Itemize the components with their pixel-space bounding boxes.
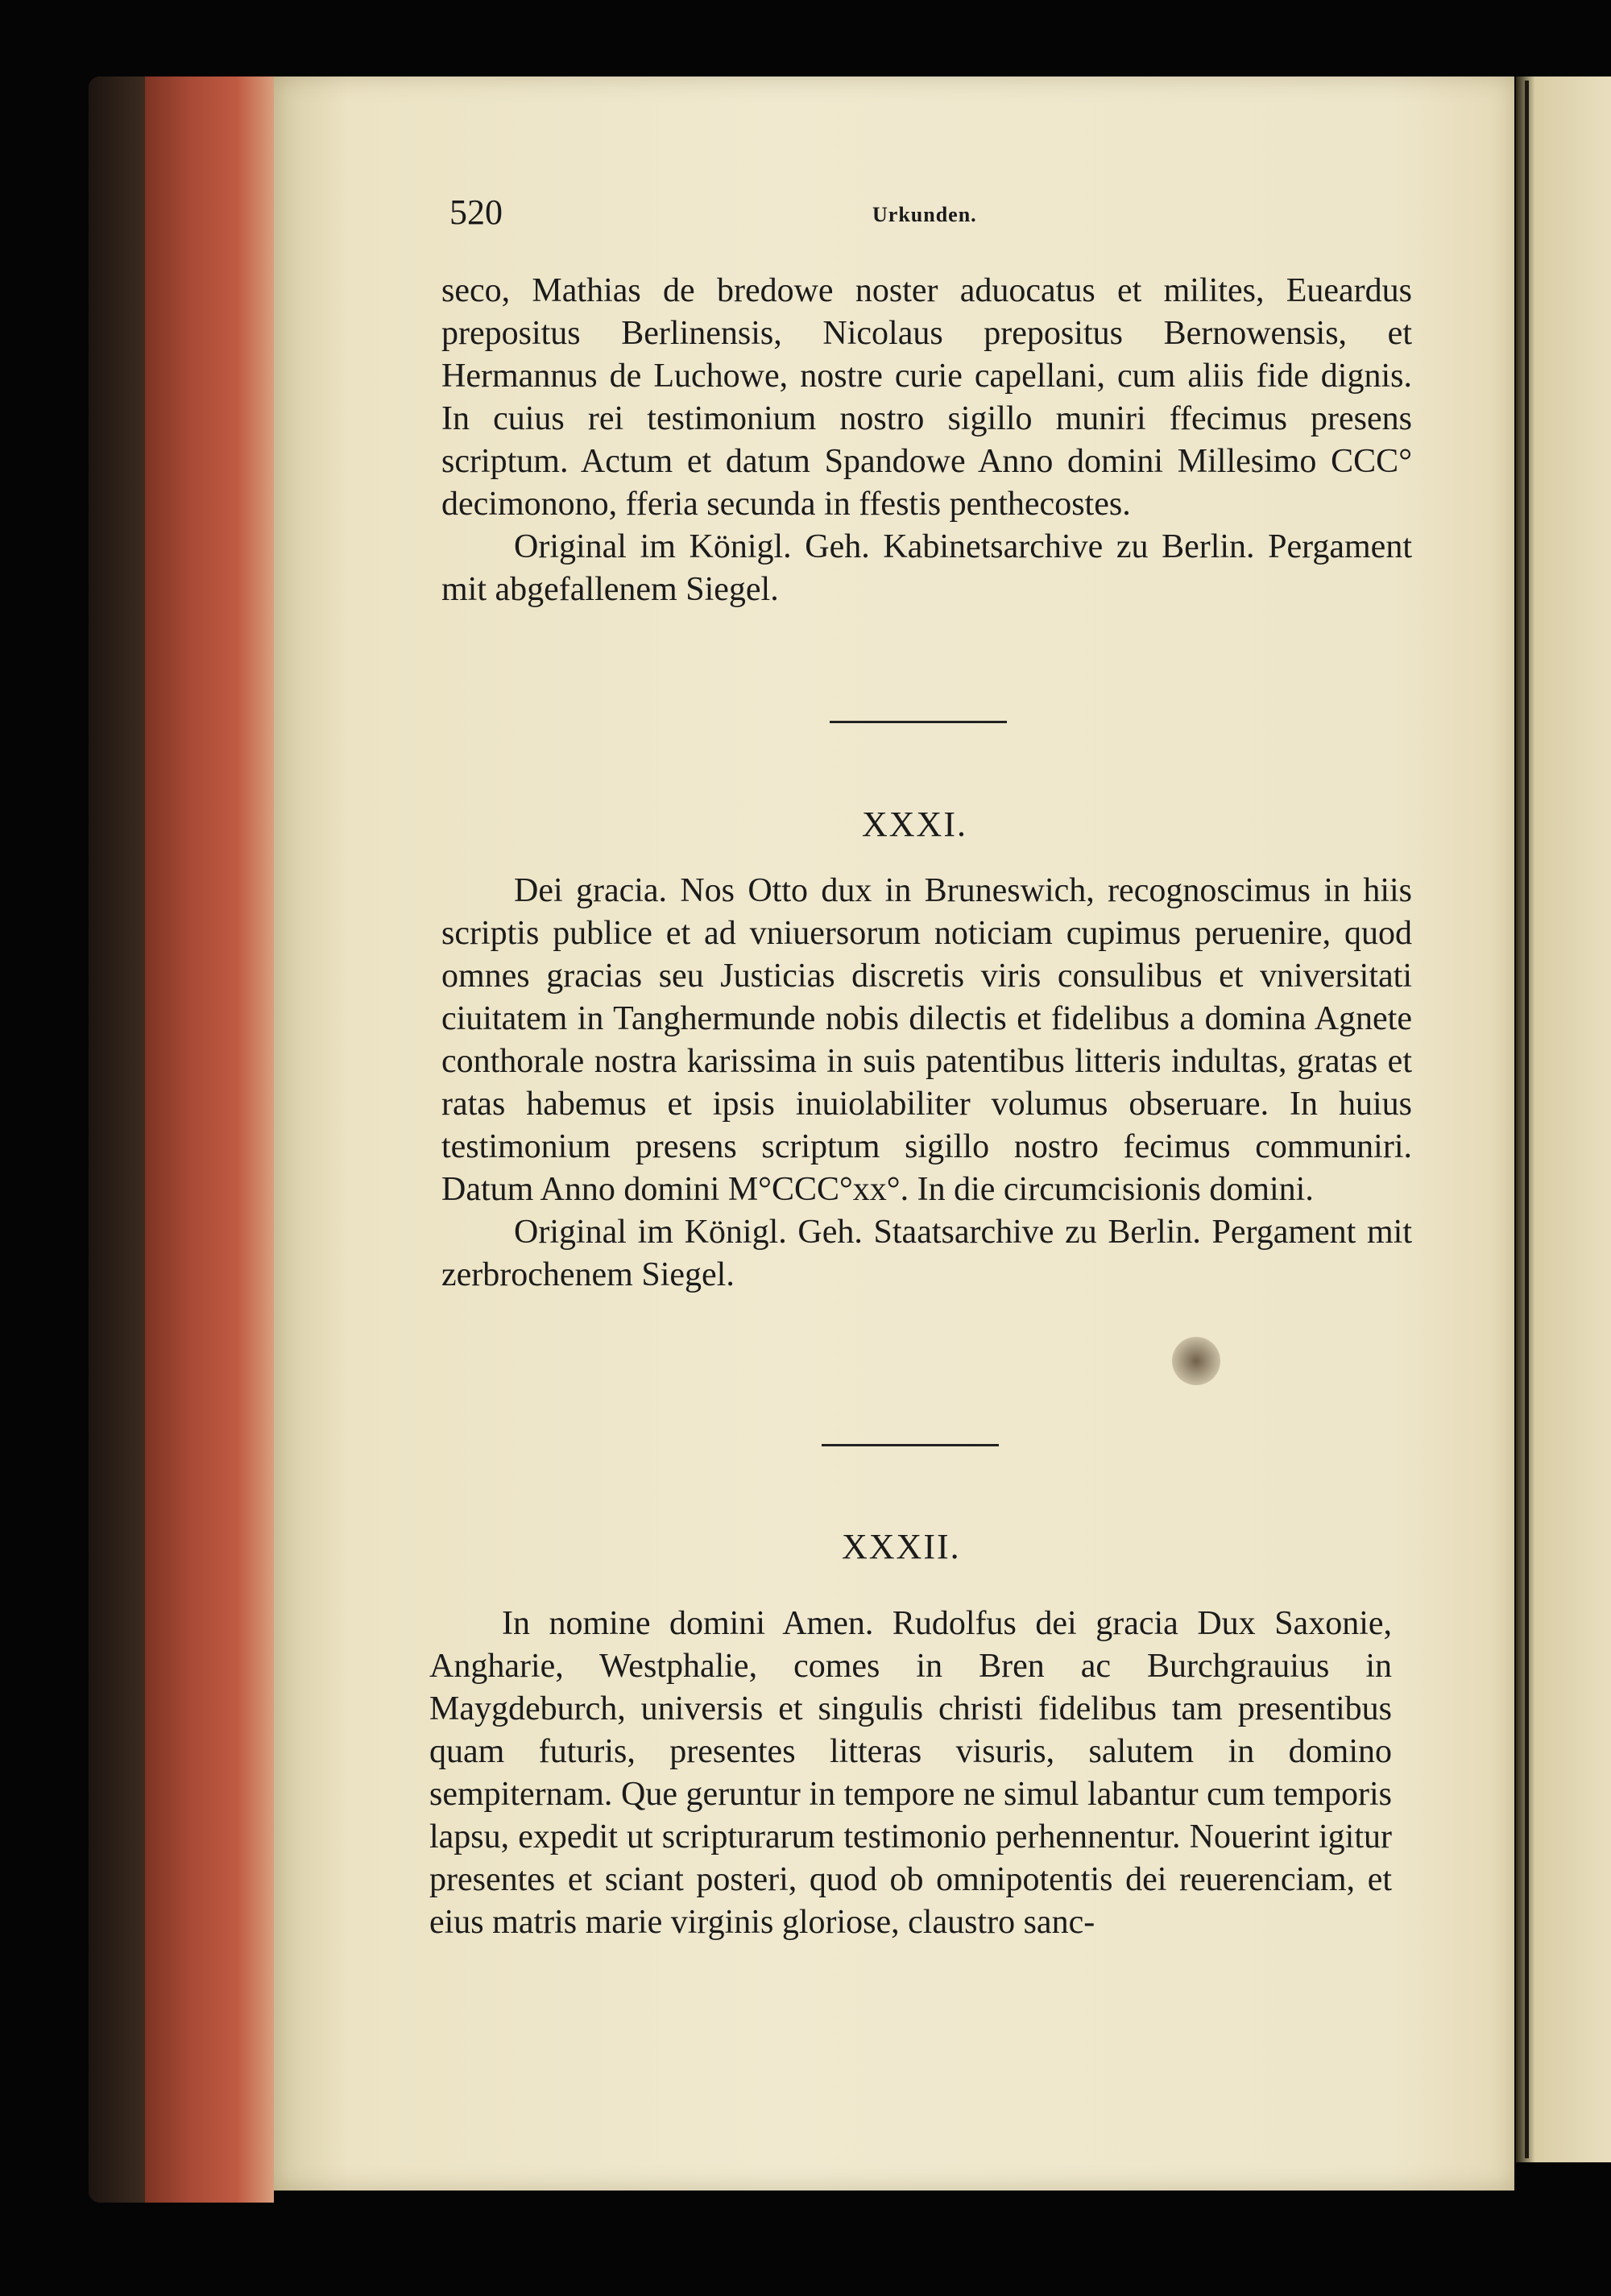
archive-note: Original im Königl. Geh. Kabinetsarchive zu Berlin. Pergament mit abgefallenem Siegel. <box>441 528 1412 608</box>
paragraph: seco, Mathias de bredowe noster aduocatus et milites, Eueardus prepositus Berlinensis, Nicolaus prepositus Bernowensis, et Hermannus de Luchowe, nostre curie capellani, cum aliis fide dignis. In cuius rei testimonium nostro sigillo muniri ffecimus presens scriptum. Actum et datum Spandowe Anno domini Millesimo CCC° decimonono, fferia secunda in ffestis penthecostes. <box>441 272 1412 523</box>
paragraph: Dei gracia. Nos Otto dux in Bruneswich, recognoscimus in hiis scriptis publice et ad vniuersorum noticiam cupimus peruenire, quod omnes gracias seu Justicias discretis viris consulibus et vniversitati ciuitatem in Tanghermunde nobis dilectis et fidelibus a domina Agnete conthorale nostra karissima in suis patentibus litteris indultas, gratas et ratas habemus et ipsis inuiolabiliter volumus obseruare. In huius testimonium presens scriptum sigillo nostro fecimus communiri. Datum Anno domini M°CCC°xx°. In die circumcisionis domini. <box>441 872 1412 1208</box>
section-1-text <box>441 270 1412 611</box>
page-gutter <box>1525 81 1529 2158</box>
running-title: Urkunden. <box>872 203 977 226</box>
facing-page-edge <box>1516 77 1611 2162</box>
section-3-text <box>429 1603 1392 1944</box>
section-heading-xxxi: XXXI. <box>862 805 967 844</box>
page-header <box>449 192 1408 240</box>
section-heading-xxxii: XXXII. <box>842 1527 961 1566</box>
section-2-text <box>441 870 1412 1297</box>
book-page-edges <box>89 77 274 2203</box>
section-divider <box>822 1444 999 1446</box>
page-number: 520 <box>449 192 503 232</box>
paragraph: In nomine domini Amen. Rudolfus dei gracia Dux Saxonie, Angharie, Westphalie, comes in Bren ac Burchgrauius in Maygdeburch, universis et singulis christi fidelibus tam presentibus quam futuris, presentes litteras visuris, salutem in domino sempiternam. Que geruntur in tempore ne simul labantur cum temporis lapsu, expedit ut scripturarum testimonio perhennentur. Nouerint igitur presentes et sciant posteri, quod ob omnipotentis dei reuerenciam, et eius matris marie virginis gloriose, claustro sanc- <box>429 1605 1392 1941</box>
section-divider <box>830 721 1007 723</box>
archive-note: Original im Königl. Geh. Staatsarchive zu Berlin. Pergament mit zerbrochenem Siegel. <box>441 1214 1412 1293</box>
ink-stain <box>1172 1337 1220 1385</box>
